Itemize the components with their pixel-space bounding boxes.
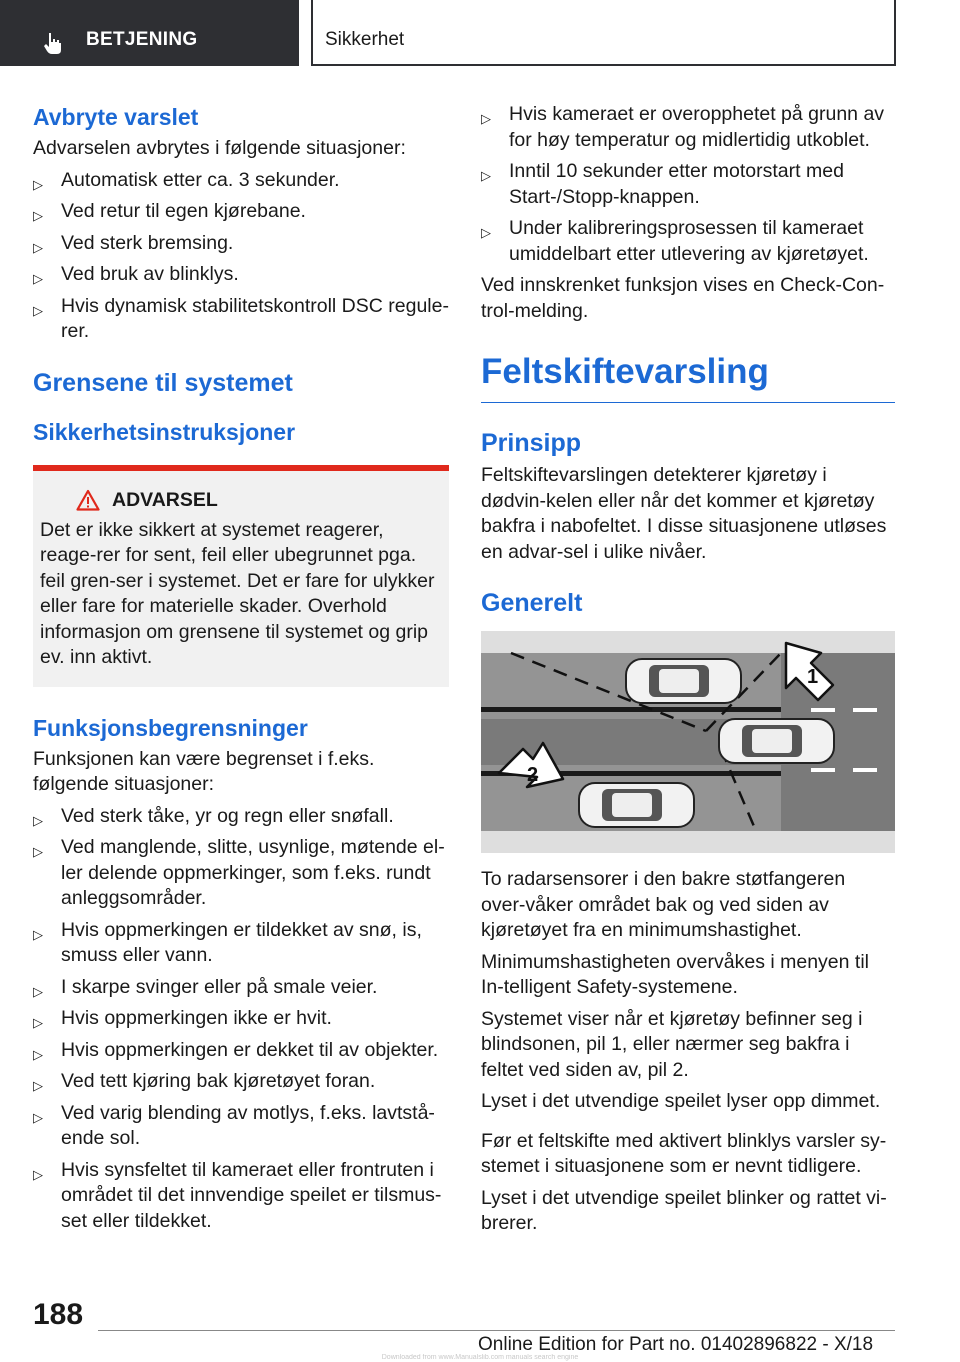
bullet-triangle-icon: ▷: [33, 271, 43, 286]
generelt-paragraph: Systemet viser når et kjøretøy befinner seg i blindsonen, pil 1, eller nærmer seg bakfra i feltet ved siden av, pil 2.: [481, 1007, 863, 1081]
bullet-triangle-icon: ▷: [33, 1166, 43, 1182]
heading-prinsipp: Prinsipp: [481, 429, 582, 457]
heading-funksjonsbegrensninger: Funksjonsbegrensninger: [33, 714, 308, 741]
bullet-triangle-icon: ▷: [33, 239, 43, 255]
list-item: ▷ Inntil 10 sekunder etter motorstart med Start-/Stopp-knappen.: [481, 160, 844, 208]
heading-avbryte-varslet: Avbryte varslet: [33, 104, 199, 130]
list-item: ▷ Automatisk etter ca. 3 sekunder.: [33, 168, 449, 194]
hand-pointer-icon: [40, 30, 66, 56]
bullet-triangle-icon: ▷: [33, 176, 43, 192]
bullet-triangle-icon: ▷: [481, 225, 491, 240]
car-middle: [719, 719, 834, 763]
warning-text: Det er ikke sikkert at systemet reagerer, reage-rer for sent, feil eller ubegrunnet pga. feil gren-ser i systemet. Det er fare for ulykker eller fare for materielle skader. Overhold informasjon om grensene til systemet og grip ev. inn aktivt.: [40, 518, 435, 668]
bullet-triangle-icon: ▷: [33, 926, 43, 942]
list-item: ▷ Hvis oppmerkingen er dekket til av objekter.: [33, 1038, 449, 1064]
header-subsection-title: Sikkerhet: [325, 29, 405, 50]
header-section-title: BETJENING: [86, 29, 198, 50]
bullet-triangle-icon: ▷: [33, 208, 43, 223]
list-item: ▷ Ved sterk tåke, yr og regn eller snøfall.: [33, 804, 449, 830]
avbryte-intro: Advarselen avbrytes i følgende situasjoner:: [33, 137, 406, 159]
right-column: [481, 102, 895, 1243]
bullet-triangle-icon: ▷: [33, 983, 43, 999]
generelt-paragraph: Lyset i det utvendige speilet lyser opp dimmet.: [481, 1090, 881, 1112]
list-item: ▷ Hvis oppmerkingen ikke er hvit.: [33, 1006, 449, 1032]
generelt-paragraph: Minimumshastigheten overvåkes i menyen til In-telligent Safety-systemene.: [481, 950, 870, 998]
footer-divider: [98, 1330, 895, 1331]
funksjon-list: [33, 804, 449, 1235]
list-item: ▷ Ved manglende, slitte, usynlige, møtende el-ler delende oppmerkinger, som f.eks. rundt anleggsområder.: [33, 836, 445, 909]
generelt-paragraph: Lyset i det utvendige speilet blinker og rattet vi-brerer.: [481, 1186, 887, 1234]
list-item: ▷ Hvis dynamisk stabilitetskontroll DSC regule-rer.: [33, 294, 449, 342]
list-item: ▷ Ved retur til egen kjørebane.: [33, 199, 449, 225]
svg-text:1: 1: [807, 666, 819, 688]
list-item: ▷ Ved bruk av blinklys.: [33, 262, 449, 288]
bullet-triangle-icon: ▷: [33, 1046, 43, 1062]
heading-feltskiftevarsling: Feltskiftevarsling: [481, 350, 895, 403]
bullet-triangle-icon: ▷: [33, 812, 43, 828]
warning-box: [33, 465, 449, 687]
avbryte-list: [33, 168, 449, 345]
car-top: [626, 659, 741, 703]
warning-label: ADVARSEL: [112, 488, 218, 511]
blind-spot-illustration: [481, 631, 895, 853]
bullet-triangle-icon: ▷: [481, 111, 491, 126]
warning-header: [76, 489, 441, 512]
check-control-note: Ved innskrenket funksjon vises en Check-Con-trol-melding.: [481, 274, 885, 322]
warning-triangle-icon: [76, 489, 100, 511]
list-item: ▷ Hvis synsfeltet til kameraet eller frontruten i området til det innvendige speilet er tilsmus-set eller tildekket.: [33, 1158, 442, 1232]
left-column: [33, 102, 449, 1240]
list-item: ▷ I skarpe svinger eller på smale veier.: [33, 975, 449, 1001]
heading-grensene: Grensene til systemet: [33, 368, 293, 397]
bullet-triangle-icon: ▷: [33, 844, 43, 859]
car-bottom: [579, 783, 694, 827]
bullet-triangle-icon: ▷: [33, 302, 43, 318]
bullet-triangle-icon: ▷: [33, 1078, 43, 1093]
road-diagram: [481, 631, 895, 853]
bullet-triangle-icon: ▷: [481, 168, 491, 183]
prinsipp-text: Feltskiftevarslingen detekterer kjøretøy i dødvin-kelen eller når det kommer et kjøretøy bakfra i nabofeltet. I disse situasjonene utløses en advar-sel i ulike nivåer.: [481, 464, 887, 563]
list-item: ▷ Ved varig blending av motlys, f.eks. lavtstå-ende sol.: [33, 1101, 435, 1149]
generelt-paragraph: To radarsensorer i den bakre støtfangeren over-våker området bak og ved siden av kjøretøyet fra en minimumshastighet.: [481, 868, 846, 941]
svg-text:2: 2: [527, 764, 539, 786]
page-number: 188: [33, 1298, 84, 1331]
funksjon-intro: Funksjonen kan være begrenset i f.eks. følgende situasjoner:: [33, 747, 375, 795]
list-item: ▷ Ved tett kjøring bak kjøretøyet foran.: [33, 1069, 449, 1095]
footer-edition: Online Edition for Part no. 01402896822 - X/18: [478, 1334, 874, 1355]
generelt-paragraph: Før et feltskifte med aktivert blinklys varsler sy-stemet i situasjonene som er nevnt tidligere.: [481, 1129, 887, 1177]
right-continued-list: [481, 102, 895, 267]
heading-sikkerhetsinstruksjoner: Sikkerhetsinstruksjoner: [33, 418, 296, 445]
header-section-tab: [0, 0, 299, 66]
footer-watermark: Downloaded from www.Manualslib.com manuals search engine: [381, 1354, 579, 1361]
list-item: ▷ Hvis kameraet er overopphetet på grunn av for høy temperatur og midlertidig utkoblet.: [481, 103, 885, 151]
list-item: ▷ Ved sterk bremsing.: [33, 231, 449, 257]
bullet-triangle-icon: ▷: [33, 1015, 43, 1030]
heading-generelt: Generelt: [481, 589, 583, 617]
list-item: ▷ Hvis oppmerkingen er tildekket av snø, is, smuss eller vann.: [33, 918, 422, 966]
bullet-triangle-icon: ▷: [33, 1109, 43, 1125]
list-item: ▷ Under kalibreringsprosessen til kameraet umiddelbart etter utlevering av kjøretøyet.: [481, 217, 869, 265]
